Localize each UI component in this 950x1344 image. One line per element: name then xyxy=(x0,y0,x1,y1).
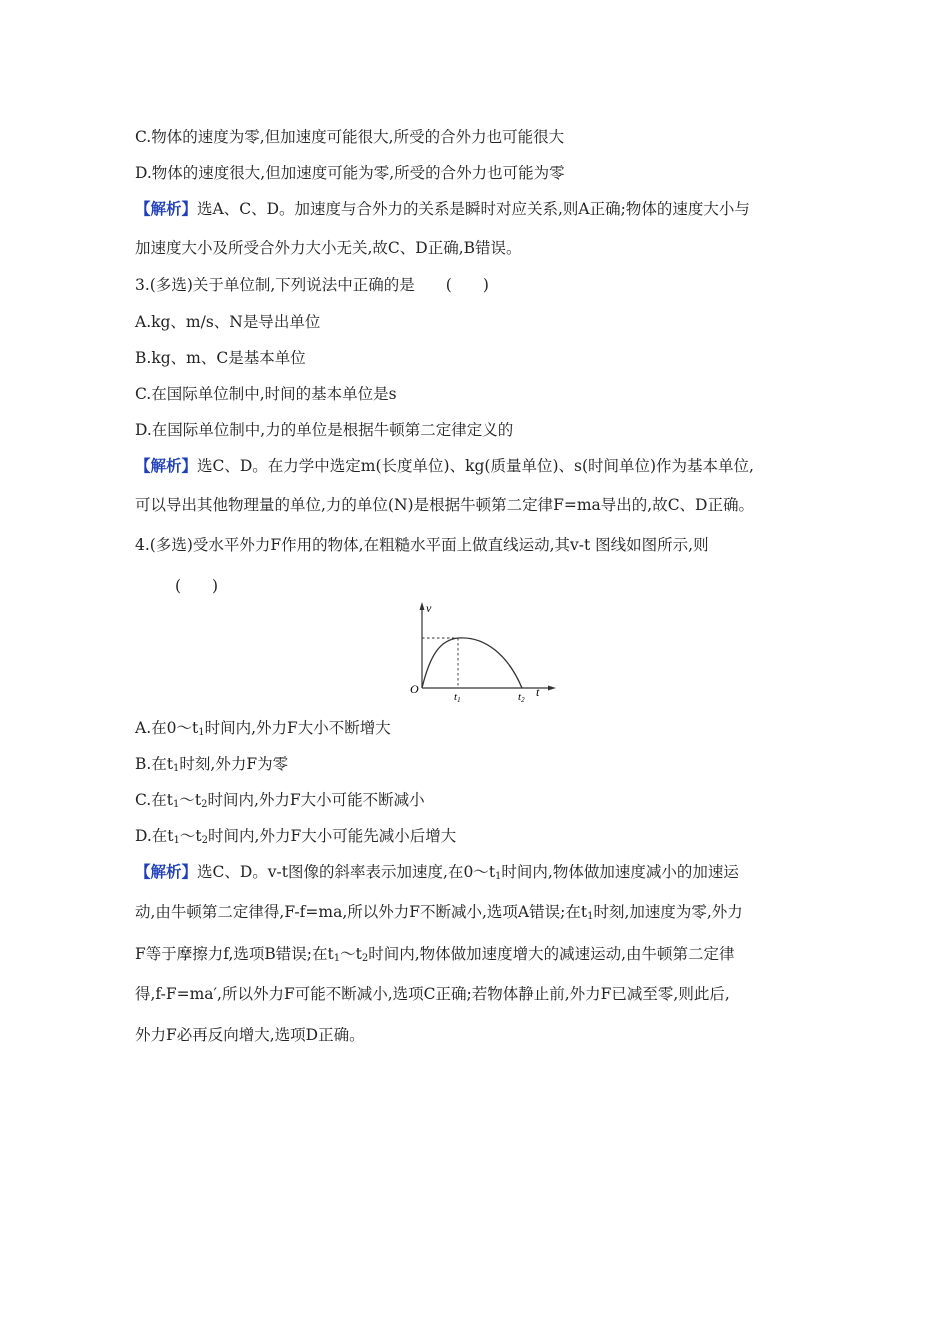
q3-stem: 3.(多选)关于单位制,下列说法中正确的是 ( ) xyxy=(135,276,489,294)
q2-analysis-1 xyxy=(135,199,825,219)
q3-analysis-2: 可以导出其他物理量的单位,力的单位(N)是根据牛顿第二定律F=ma导出的,故C、D正确。 xyxy=(135,496,754,514)
analysis-tag: 【解析】 xyxy=(135,862,198,881)
q3-option-a: A.kg、m/s、N是导出单位 xyxy=(135,313,321,331)
q3-option-b: B.kg、m、C是基本单位 xyxy=(135,349,306,367)
vt-curve xyxy=(422,638,522,688)
vt-graph xyxy=(400,600,560,705)
q3-option-c: C.在国际单位制中,时间的基本单位是s xyxy=(135,385,397,403)
t1-label: t1 xyxy=(454,691,461,704)
q4-analysis-5: 外力F必再反向增大,选项D正确。 xyxy=(135,1026,365,1044)
q4-analysis-4: 得,f-F=ma′,所以外力F可能不断减小,选项C正确;若物体静止前,外力F已减至零,则此后, xyxy=(135,985,730,1003)
q2-option-c: C.物体的速度为零,但加速度可能很大,所受的合外力也可能很大 xyxy=(135,128,565,146)
t-axis-label: t xyxy=(536,685,540,699)
q4-analysis-2: 动,由牛顿第二定律得,F-f=ma,所以外力F不断减小,选项A错误;在$t_1$时刻,加速度为零,外力 xyxy=(135,903,743,922)
q4-option-a: A.在$0\sim t_1$时间内,外力F大小不断增大 xyxy=(135,719,391,738)
q4-option-c: C.在$t_1\sim t_2$时间内,外力F大小可能不断减小 xyxy=(135,791,425,810)
q4-analysis-1: 【解析】选C、D。v-t图像的斜率表示加速度,在$0\sim t_1$时间内,物体做加速度减小的加速运 xyxy=(135,862,739,882)
q4-option-d: D.在$t_1\sim t_2$时间内,外力F大小可能先减小后增大 xyxy=(135,827,457,846)
q2-analysis-text: 选A、C、D。加速度与合外力的关系是瞬时对应关系,则A正确;物体的速度大小与 xyxy=(197,200,750,218)
analysis-tag: 【解析】 xyxy=(135,199,198,218)
t-axis-arrow xyxy=(548,686,556,691)
q4-analysis-3: F等于摩擦力f,选项B错误;在$t_1\sim t_2$时间内,物体做加速度增大的减速运动,由牛顿第二定律 xyxy=(135,945,735,964)
analysis-tag: 【解析】 xyxy=(135,456,198,475)
t2-label: t2 xyxy=(518,691,525,704)
q3-option-d: D.在国际单位制中,力的单位是根据牛顿第二定律定义的 xyxy=(135,421,514,439)
q4-option-b: B.在$t_1$时刻,外力F为零 xyxy=(135,755,289,774)
origin-label: O xyxy=(410,682,419,696)
q2-analysis-2: 加速度大小及所受合外力大小无关,故C、D正确,B错误。 xyxy=(135,239,522,257)
q3-analysis-text: 选C、D。在力学中选定m(长度单位)、kg(质量单位)、s(时间单位)作为基本单位, xyxy=(197,457,754,475)
q2-option-d: D.物体的速度很大,但加速度可能为零,所受的合外力也可能为零 xyxy=(135,164,565,182)
q4-answer-paren: ( ) xyxy=(175,577,219,595)
q3-analysis-1 xyxy=(135,456,825,476)
v-axis-arrow xyxy=(420,602,425,610)
v-axis-label: v xyxy=(426,601,432,615)
q4-stem: 4.(多选)受水平外力F作用的物体,在粗糙水平面上做直线运动,其v-t 图线如图所示,则 xyxy=(135,536,709,554)
